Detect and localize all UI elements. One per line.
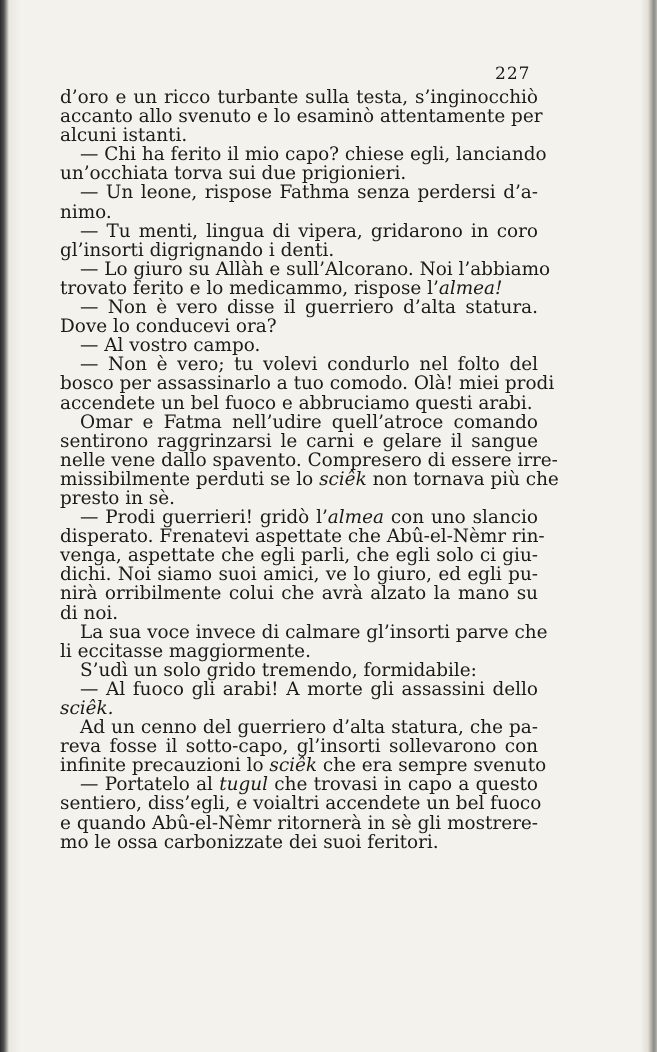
- text-segment: — Prodi guerrieri! gridò l’: [80, 507, 328, 529]
- text-line: — Tu menti, lingua di vipera, gridarono in coro: [80, 220, 538, 242]
- text-segment: con uno slancio: [383, 507, 538, 529]
- text-line: di noi.: [60, 602, 119, 624]
- body-text: [60, 87, 559, 853]
- text-line: nirà orribilmente colui che avrà alzato la mano su: [60, 583, 538, 605]
- italic-word: almea!: [438, 277, 503, 299]
- text-line: [60, 508, 538, 527]
- text-line: Omar e Fatma nell’udire quell’atroce comando: [80, 411, 538, 433]
- text-line: nimo.: [60, 201, 112, 223]
- text-segment: trovato ferito e lo medicammo, rispose l’: [60, 277, 439, 299]
- text-line: [60, 699, 538, 718]
- text-line: — Al vostro campo.: [80, 335, 261, 357]
- text-line: alcuni istanti.: [60, 125, 188, 147]
- text-line: sentiero, diss’egli, e voialtri accendete un bel fuoco: [60, 793, 542, 815]
- text-segment: che era sempre svenuto: [317, 755, 547, 777]
- text-line: — Non è vero disse il guerriero d’alta statura.: [80, 297, 538, 319]
- text-segment: infinite precauzioni lo: [60, 755, 270, 777]
- text-line: dichi. Noi siamo suoi amici, ve lo giuro, ed egli pu-: [60, 564, 538, 586]
- italic-word: tugul: [219, 774, 268, 796]
- italic-word: sciêk: [269, 755, 318, 777]
- page-number: 227: [495, 64, 531, 84]
- text-segment: missibilmente perduti se lo: [60, 468, 320, 490]
- text-line: un’occhiata torva sui due prigionieri.: [60, 163, 407, 185]
- text-line: S’udì un solo grido tremendo, formidabile:: [80, 659, 477, 681]
- text-line: bosco per assassinarlo a tuo comodo. Olà! miei prodi: [60, 373, 555, 395]
- italic-word: almea: [327, 507, 384, 529]
- text-line: Ad un cenno del guerriero d’alta statura, che pa-: [80, 717, 538, 739]
- text-line: Dove lo conducevi ora?: [60, 316, 277, 338]
- text-segment: non tornava più che: [366, 468, 559, 490]
- text-line: accanto allo svenuto e lo esaminò attentamente per: [60, 106, 543, 128]
- text-line: — Non è vero; tu volevi condurlo nel folto del: [80, 354, 538, 376]
- text-line: [60, 468, 559, 490]
- text-segment: — Portatelo al: [80, 774, 220, 796]
- text-line: presto in sè.: [60, 487, 175, 509]
- text-line: — Un leone, rispose Fathma senza perdersi d’a-: [80, 182, 538, 204]
- text-line: — Al fuoco gli arabi! A morte gli assassini dello: [80, 678, 538, 700]
- text-line: mo le ossa carbonizzate dei suoi feritori.: [60, 831, 439, 853]
- text-line: reva fosse il sotto-capo, gl’insorti sollevarono con: [60, 736, 538, 758]
- text-line: gl’insorti digrignando i denti.: [60, 239, 335, 261]
- text-line: [60, 755, 547, 777]
- text-line: e quando Abû-el-Nèmr ritornerà in sè gli mostrere-: [60, 812, 538, 834]
- text-line: accendete un bel fuoco e abbruciamo questi arabi.: [60, 392, 533, 414]
- text-segment: che trovasi in capo a questo: [267, 774, 538, 796]
- text-line: — Lo giuro su Allàh e sull’Alcorano. Noi l’abbiamo: [80, 258, 551, 280]
- italic-word: sciêk.: [60, 698, 114, 719]
- text-line: — Chi ha ferito il mio capo? chiese egli, lanciando: [80, 144, 547, 166]
- text-line: [60, 775, 538, 794]
- text-line: La sua voce invece di calmare gl’insorti parve che: [80, 621, 548, 643]
- text-line: d’oro e un ricco turbante sulla testa, s’inginocchiò: [60, 87, 538, 108]
- text-line: [60, 279, 538, 298]
- italic-word: sciêk: [319, 468, 367, 490]
- text-line: venga, aspettate che egli parli, che egli solo ci giu-: [60, 545, 538, 567]
- text-line: li eccitasse maggiormente.: [60, 640, 311, 662]
- text-line: sentirono raggrinzarsi le carni e gelare il sangue: [60, 430, 538, 452]
- text-line: nelle vene dallo spavento. Compresero di essere irre-: [60, 449, 558, 471]
- text-line: disperato. Frenatevi aspettate che Abû-el-Nèmr rin-: [60, 526, 545, 548]
